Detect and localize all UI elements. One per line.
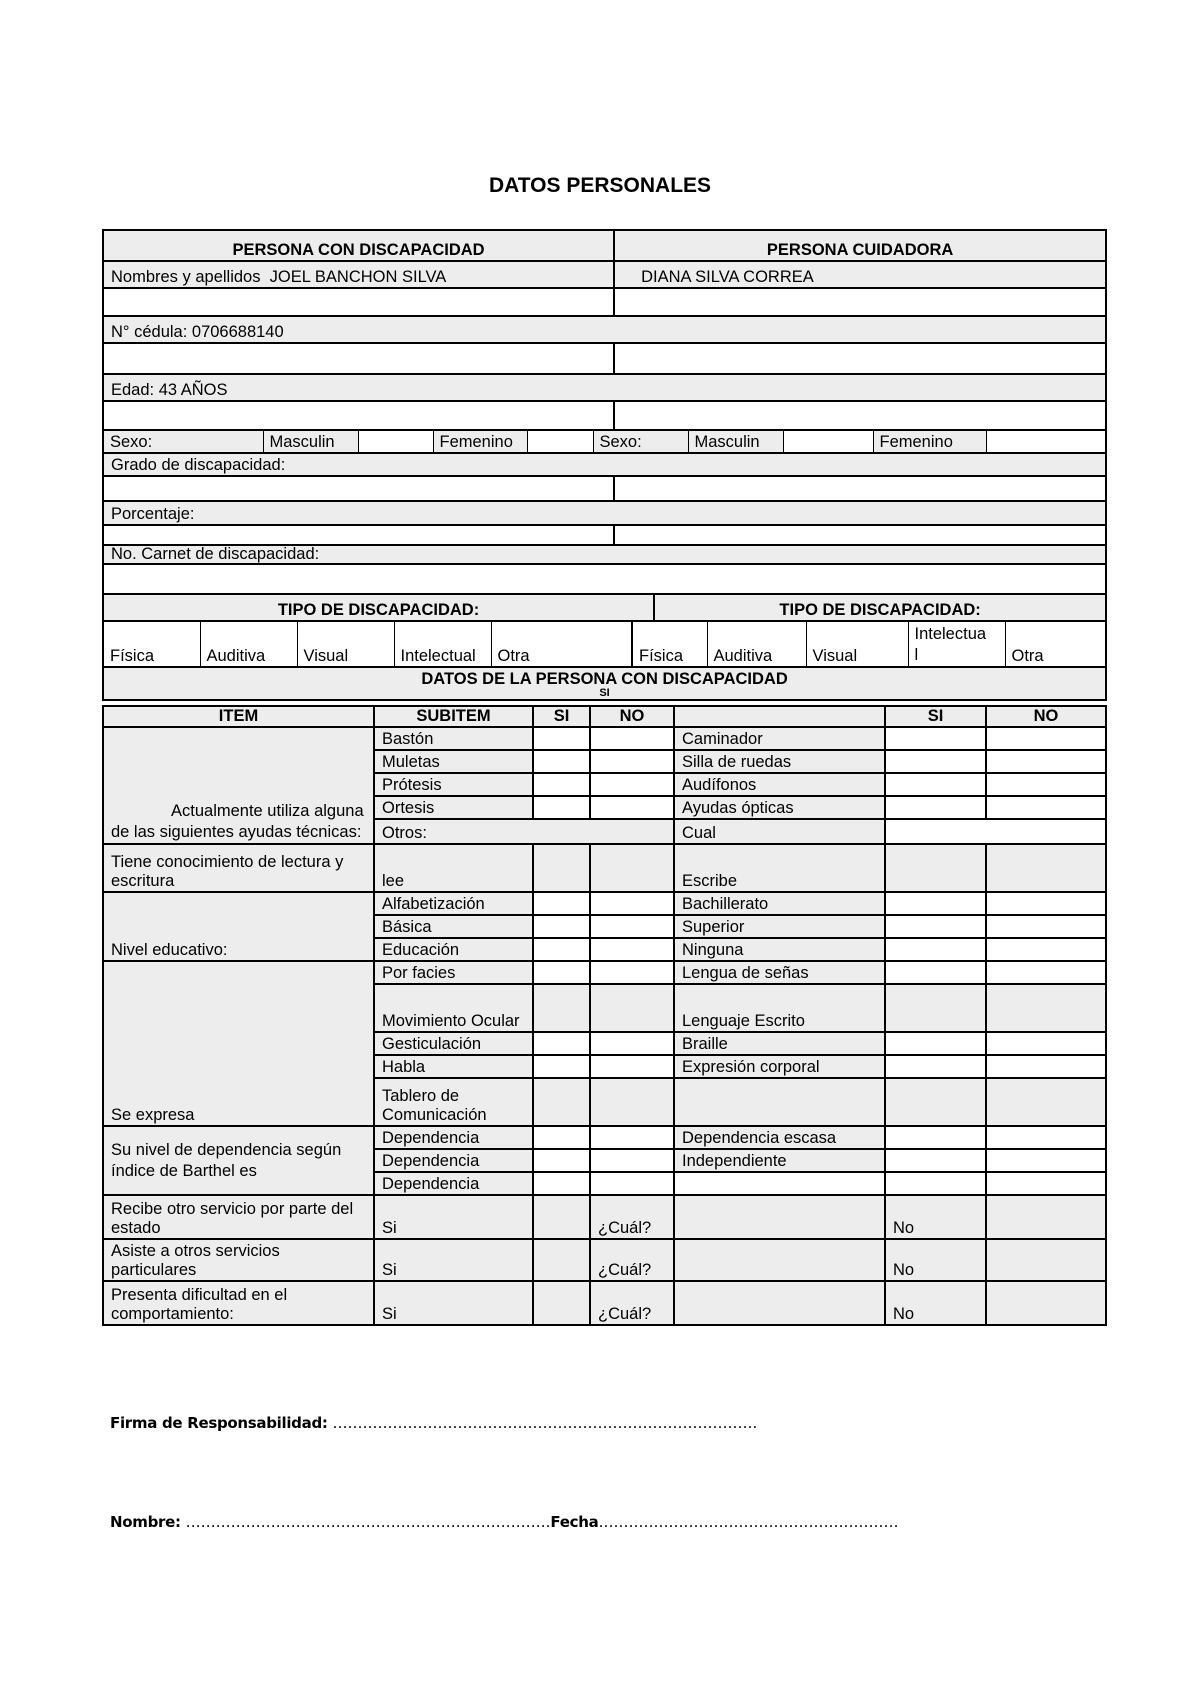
tipo-header-right: TIPO DE DISCAPACIDAD: [654,594,1106,621]
tipo-otra-left[interactable]: Otra [491,622,632,666]
habla-no[interactable] [590,1055,674,1078]
grado-cell: Grado de discapacidad: [103,453,1106,476]
ortesis-si[interactable] [533,796,590,819]
braille-no[interactable] [986,1032,1106,1055]
lee-si[interactable] [533,844,590,892]
educacion-no[interactable] [590,938,674,961]
dependencia-1-si[interactable] [533,1126,590,1149]
subitem-movimiento: Movimiento Ocular [374,984,533,1032]
lee-no[interactable] [590,844,674,892]
nombre-label: Nombre: [110,1513,181,1531]
subitem-dependencia-escasa: Dependencia escasa [674,1126,885,1149]
sexo-subtable [104,431,1105,452]
tipo-auditiva-left[interactable]: Auditiva [200,622,297,666]
gesticulacion-si[interactable] [533,1032,590,1055]
por-facies-no[interactable] [590,961,674,984]
cedula-input-left[interactable] [103,343,614,374]
independiente-si[interactable] [885,1149,986,1172]
dependencia-escasa-no[interactable] [986,1126,1106,1149]
comportamiento-no-box[interactable] [986,1281,1106,1325]
col-no-right: NO [986,706,1106,727]
personal-data-table [102,229,1107,701]
caregiver-name: DIANA SILVA CORREA [641,268,814,286]
lenguaje-escrito-si[interactable] [885,984,986,1032]
femenino-box-left[interactable] [527,431,593,452]
dependencia-escasa-si[interactable] [885,1126,986,1149]
porcentaje-input-left[interactable] [103,525,614,545]
femenino-label-right: Femenino [873,431,986,452]
caregiver-name-cell [614,261,1106,288]
bachillerato-si[interactable] [885,892,986,915]
grado-input-left[interactable] [103,476,614,501]
tipo-subtable [104,622,1105,666]
silla-no[interactable] [986,750,1106,773]
comportamiento-label: Presenta dificultad en el comportamiento: [103,1281,374,1325]
tablero-blank [674,1078,885,1126]
ayudas-label: Actualmente utiliza alguna de las siguientes ayudas técnicas: [103,727,374,844]
tablero-no-right[interactable] [986,1078,1106,1126]
basica-si[interactable] [533,915,590,938]
audifonos-si[interactable] [885,773,986,796]
subitem-dependencia-1: Dependencia [374,1126,533,1149]
cual-input[interactable] [885,819,1106,844]
firma-dots[interactable]: …………………………………………………………………………. [332,1414,758,1432]
col-si-left: SI [533,706,590,727]
femenino-box-right[interactable] [986,431,1105,452]
audifonos-no[interactable] [986,773,1106,796]
silla-si[interactable] [885,750,986,773]
tipo-otra-right[interactable]: Otra [1011,647,1044,665]
dependencia-3-blank [674,1172,885,1195]
nivel-label: Nivel educativo: [103,892,374,961]
escribe-si[interactable] [885,844,986,892]
subitem-ayudas-opticas: Ayudas ópticas [674,796,885,819]
servicios-particulares-no-box[interactable] [986,1239,1106,1281]
subitem-muletas: Muletas [374,750,533,773]
cedula-input-right[interactable] [614,343,1106,374]
sexo-label-right: Sexo: [593,431,688,452]
servicio-estado-no-label: No [885,1195,986,1239]
dependencia-2-no[interactable] [590,1149,674,1172]
basica-no[interactable] [590,915,674,938]
nombre-fecha-line [110,1513,898,1531]
tipo-header-left: TIPO DE DISCAPACIDAD: [103,594,654,621]
porcentaje-input-right[interactable] [614,525,1106,545]
tipo-intelectua-text: Intelectua [914,625,987,643]
expresion-no[interactable] [986,1055,1106,1078]
comportamiento-cual-input[interactable] [674,1281,885,1325]
names-input-left[interactable] [103,288,614,316]
subitem-otros[interactable]: Otros: [374,819,674,844]
subitem-educacion: Educación [374,938,533,961]
names-input-right[interactable] [614,288,1106,316]
carnet-cell: No. Carnet de discapacidad: [103,545,1106,564]
names-cell [103,261,614,288]
cedula-cell: N° cédula: 0706688140 [103,316,1106,343]
subitem-expresion: Expresión corporal [674,1055,885,1078]
dependencia-2-si[interactable] [533,1149,590,1172]
subitem-lenguaje-escrito: Lenguaje Escrito [674,984,885,1032]
expresa-label: Se expresa [103,961,374,1126]
lengua-senas-no[interactable] [986,961,1106,984]
caminador-si[interactable] [885,727,986,750]
comportamiento-no-label: No [885,1281,986,1325]
servicios-particulares-no-label: No [885,1239,986,1281]
col-blank [674,706,885,727]
servicios-particulares-cual: ¿Cuál? [590,1239,674,1281]
alfabetizacion-si[interactable] [533,892,590,915]
tipo-intelectual-left[interactable]: Intelectual [394,622,491,666]
protesis-no[interactable] [590,773,674,796]
baston-no[interactable] [590,727,674,750]
servicio-estado-si-box[interactable] [533,1195,590,1239]
servicios-particulares-si-label: Si [374,1239,533,1281]
datos-header [103,667,1106,700]
independiente-no[interactable] [986,1149,1106,1172]
ninguna-si[interactable] [885,938,986,961]
porcentaje-cell: Porcentaje: [103,501,1106,525]
servicios-particulares-cual-input[interactable] [674,1239,885,1281]
servicio-estado-cual: ¿Cuál? [590,1195,674,1239]
tipo-visual-right[interactable]: Visual [806,622,908,666]
comportamiento-si-box[interactable] [533,1281,590,1325]
dependencia-3-no-right[interactable] [986,1172,1106,1195]
masculino-label-left: Masculin [263,431,358,452]
datos-table [102,705,1107,1326]
subitem-lengua-senas: Lengua de señas [674,961,885,984]
subitem-dependencia-3: Dependencia [374,1172,533,1195]
tipo-visual-left[interactable]: Visual [297,622,394,666]
tablero-si-right[interactable] [885,1078,986,1126]
superior-si[interactable] [885,915,986,938]
por-facies-si[interactable] [533,961,590,984]
col-subitem: SUBITEM [374,706,533,727]
subitem-basica: Básica [374,915,533,938]
fecha-label: Fecha [550,1513,599,1531]
tipo-fisica-right[interactable]: Física [632,622,707,666]
tipo-auditiva-right[interactable]: Auditiva [707,622,806,666]
subitem-alfabetizacion: Alfabetización [374,892,533,915]
comportamiento-cual: ¿Cuál? [590,1281,674,1325]
header-persona-con-discapacidad: PERSONA CON DISCAPACIDAD [103,230,614,261]
masculino-box-left[interactable] [358,431,433,452]
fecha-dots[interactable]: …………………………………………………… [598,1513,899,1531]
alfabetizacion-no[interactable] [590,892,674,915]
movimiento-no[interactable] [590,984,674,1032]
subitem-caminador: Caminador [674,727,885,750]
dependencia-3-si[interactable] [533,1172,590,1195]
nombre-dots[interactable]: ………………………………………………………………. [185,1513,551,1531]
dependencia-3-si-right[interactable] [885,1172,986,1195]
subitem-tablero: Tablero de Comunicación [374,1078,533,1126]
subitem-escribe: Escribe [674,844,885,892]
names-label: Nombres y apellidos [111,268,261,286]
expresion-si[interactable] [885,1055,986,1078]
page-title: DATOS PERSONALES [488,174,712,197]
subitem-por-facies: Por facies [374,961,533,984]
servicio-estado-no-box[interactable] [986,1195,1106,1239]
subitem-gesticulacion: Gesticulación [374,1032,533,1055]
header-persona-cuidadora: PERSONA CUIDADORA [614,230,1106,261]
tipo-options-row [103,621,1106,667]
firma-line [110,1414,757,1432]
subitem-superior: Superior [674,915,885,938]
col-si-right: SI [885,706,986,727]
edad-input-left[interactable] [103,401,614,430]
person-name: JOEL BANCHON SILVA [269,268,447,286]
subitem-baston: Bastón [374,727,533,750]
comportamiento-si-label: Si [374,1281,533,1325]
tipo-intelectual-right[interactable] [908,622,1005,666]
col-no-left: NO [590,706,674,727]
datos-header-sub: SI [599,687,610,699]
educacion-si[interactable] [533,938,590,961]
dependencia-3-no[interactable] [590,1172,674,1195]
subitem-ortesis: Ortesis [374,796,533,819]
servicio-estado-label: Recibe otro servicio por parte del estado [103,1195,374,1239]
ortesis-no[interactable] [590,796,674,819]
tablero-si[interactable] [533,1078,590,1126]
masculino-box-right[interactable] [783,431,873,452]
lenguaje-escrito-no[interactable] [986,984,1106,1032]
habla-si[interactable] [533,1055,590,1078]
subitem-ninguna: Ninguna [674,938,885,961]
protesis-si[interactable] [533,773,590,796]
subitem-braille: Braille [674,1032,885,1055]
servicios-particulares-label: Asiste a otros servicios particulares [103,1239,374,1281]
subitem-habla: Habla [374,1055,533,1078]
lengua-senas-si[interactable] [885,961,986,984]
ninguna-no[interactable] [986,938,1106,961]
ayudas-opticas-si[interactable] [885,796,986,819]
muletas-no[interactable] [590,750,674,773]
edad-cell: Edad: 43 AÑOS [103,374,1106,401]
subitem-independiente: Independiente [674,1149,885,1172]
subitem-bachillerato: Bachillerato [674,892,885,915]
dependencia-1-no[interactable] [590,1126,674,1149]
sexo-row [103,430,1106,453]
subitem-dependencia-2: Dependencia [374,1149,533,1172]
grado-input-right[interactable] [614,476,1106,501]
movimiento-si[interactable] [533,984,590,1032]
servicios-particulares-si-box[interactable] [533,1239,590,1281]
col-item: ITEM [103,706,374,727]
femenino-label-left: Femenino [433,431,527,452]
escribe-no[interactable] [986,844,1106,892]
sexo-label-left: Sexo: [104,431,263,452]
gesticulacion-no[interactable] [590,1032,674,1055]
masculino-label-right: Masculin [688,431,783,452]
servicio-estado-cual-input[interactable] [674,1195,885,1239]
firma-label: Firma de Responsabilidad: [110,1414,328,1432]
tablero-no[interactable] [590,1078,674,1126]
tipo-l-text: l [914,646,919,664]
muletas-si[interactable] [533,750,590,773]
caminador-no[interactable] [986,727,1106,750]
servicio-estado-si-label: Si [374,1195,533,1239]
superior-no[interactable] [986,915,1106,938]
braille-si[interactable] [885,1032,986,1055]
carnet-input[interactable] [103,564,1106,594]
lectura-label: Tiene conocimiento de lectura y escritura [103,844,374,892]
subitem-audifonos: Audífonos [674,773,885,796]
ayudas-opticas-no[interactable] [986,796,1106,819]
edad-input-right[interactable] [614,401,1106,430]
subitem-protesis: Prótesis [374,773,533,796]
tipo-fisica-left[interactable]: Física [104,622,200,666]
datos-header-text: DATOS DE LA PERSONA CON DISCAPACIDAD [421,670,788,688]
subitem-cual: Cual [674,819,885,844]
subitem-lee: lee [374,844,533,892]
bachillerato-no[interactable] [986,892,1106,915]
baston-si[interactable] [533,727,590,750]
subitem-silla: Silla de ruedas [674,750,885,773]
barthel-label: Su nivel de dependencia según índice de Barthel es [103,1126,374,1195]
